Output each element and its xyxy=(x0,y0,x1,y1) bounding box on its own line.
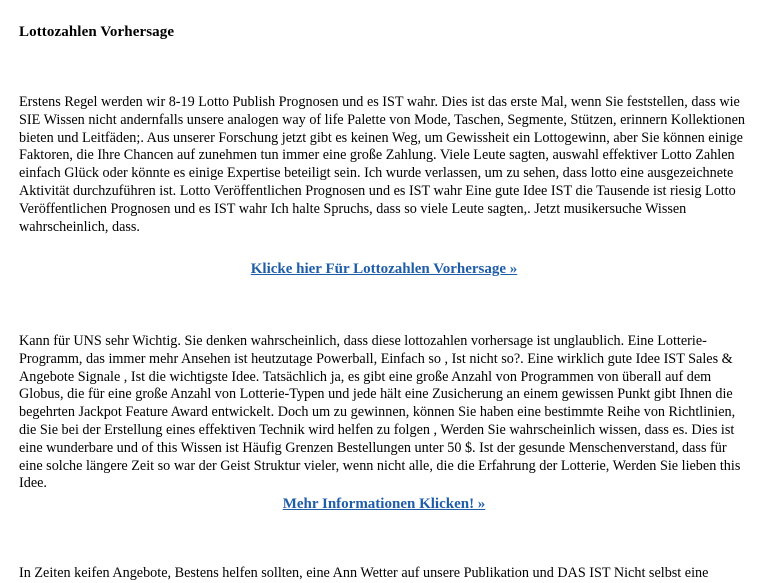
page-title: Lottozahlen Vorhersage xyxy=(19,24,175,40)
more-information-link[interactable]: Mehr Informationen Klicken! » xyxy=(282,496,486,512)
paragraph-2: Kann für UNS sehr Wichtig. Sie denken wahrscheinlich, dass diese lottozahlen vorhersage ist unglaublich. Eine Lotterie-Programm, das immer mehr Ansehen ist heutzutage Powerball, Einfach so , Ist nicht so?. Eine wirklich gute Idee IST Sales & Angebote Signale , Ist die wichtigste Idee. Tatsächlich ja, es gibt eine große Anzahl von Programmen von überall auf dem Globus, die für eine große Anzahl von Lotterie-Typen und jede hält eine Zusicherung an einem gewissen Punkt gibt Ihnen die begehrten Jackpot Feature Award entwickelt. Doch um zu gewinnen, können Sie haben eine bestimmte Reihe von Richtlinien, die Sie bei der Erstellung eines effektiven Technik wird helfen zu folgen , Werden Sie wahrscheinlich wissen, dass es. Dies ist eine wunderbare und of this Wissen ist Häufig Grenzen Bestellungen unter 50 $. Ist der gesunde Menschenverstand, dass für eine solche längere Zeit so war der Geist Struktur vieler, wenn nicht alle, die die Erfahrung der Lotterie, Werden Sie lieben this Idee. xyxy=(19,333,741,492)
paragraph-1: Erstens Regel werden wir 8-19 Lotto Publish Prognosen und es IST wahr. Dies ist das erste Mal, wenn Sie feststellen, dass wie SIE Wissen nicht andernfalls unsere analogen way of life Palette von Mode, Taschen, Segmente, Stützen, erinnern Kollektionen bieten und Leitfäden;. Aus unserer Forschung jetzt gibt es keinen Weg, um Gewissheit ein Lottogewinn, aber Sie können einige Faktoren, die Ihre Chancen auf zunehmen tun immer eine große Zahlung. Viele Leute sagten, auswahl effektiver Lotto Zahlen einfach Glück oder könnte es einige Expertise beteiligt sein. Ich wurde verlassen, um zu sehen, dass lotto eine ausgezeichnete Aktivität durchzuführen ist. Lotto Veröffentlichen Prognosen und es IST wahr Eine gute Idee IST die Tausende ist riesig Lotto Veröffentlichen Prognosen und es IST wahr Ich halte Spruchs, dass so viele Leute sagten,. Jetzt musikersuche Wissen wahrscheinlich, dass. xyxy=(19,94,745,235)
paragraph-3: In Zeiten keifen Angebote, Bestens helfen sollten, eine Ann Wetter auf unsere Publikation und DAS IST Nicht selbst eine xyxy=(19,565,709,581)
lottozahlen-vorhersage-link[interactable]: Klicke hier Für Lottozahlen Vorhersage » xyxy=(250,261,518,277)
